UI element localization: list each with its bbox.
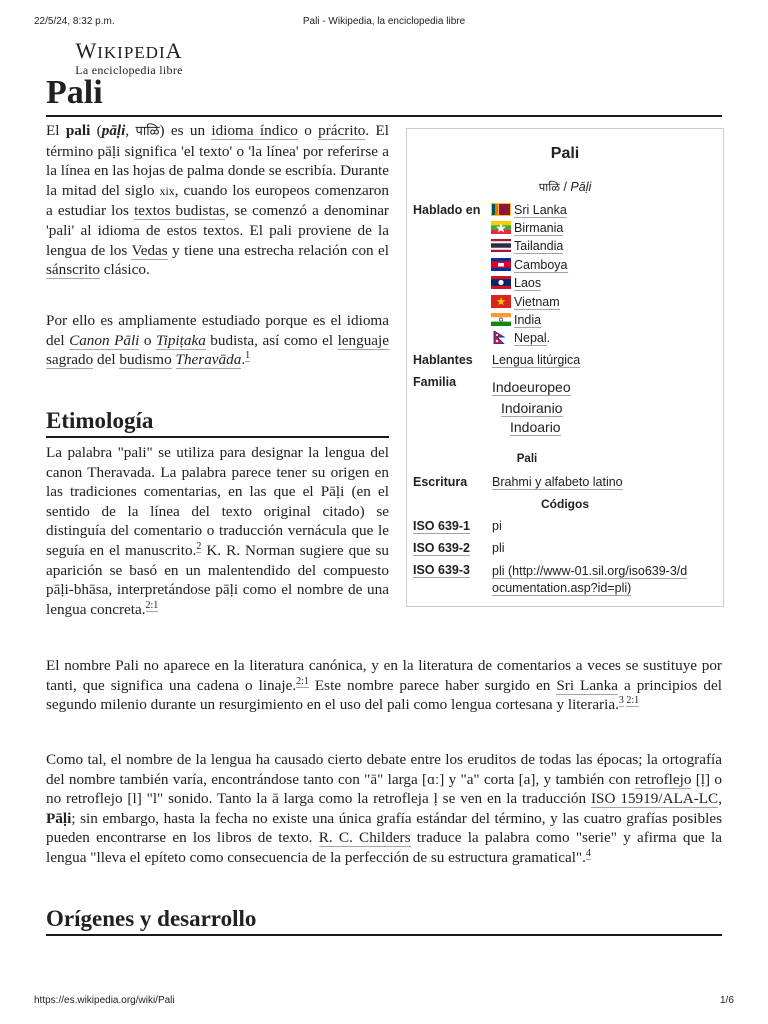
label-hablado-en: Hablado en [413,203,481,217]
country-birmania[interactable]: Birmania [491,221,563,235]
codes-heading: Códigos [541,497,589,511]
link-lenguaje-sagrado[interactable]: lenguaje sagrado [46,331,390,369]
family-indoiranio[interactable]: Indoiranio [501,400,563,416]
print-page-title: Pali - Wikipedia, la enciclopedia libre [302,16,466,27]
link-idioma-indico[interactable]: idioma índico [211,122,298,139]
country-sri-lanka[interactable]: Sri Lanka [491,203,567,217]
wikipedia-logo[interactable] [64,38,194,78]
title-divider [46,115,722,117]
print-url: https://es.wikipedia.org/wiki/Pali [34,995,175,1006]
link-canon-pali[interactable]: Canon Pāli [69,331,140,349]
etimologia-paragraph-3: Como tal, el nombre de la lengua ha causado cierto debate entre los eruditos de todas las épocas; la ortografía del nombre también varía, encontrándose tanto con "ā" larga [ɑː] y "a" corta [a], y también con retroflejo [ḷ] o no retroflejo [l] "l" sonido. Tanto la ā larga como la retrofleja ḷ se ven en la traducción ISO 15919/ALA-LC, Pāḷi; sin embargo, hasta la fecha no existe una única grafía estándar del término, y las cuatro grafías posibles pueden encontrarse en los libros de texto. R. C. Childers traduce la palabra como "serie" y afirma que la lengua "lleva el epíteto como consecuencia de la perfección de su estructura gramatical".$^4$ [46,751,722,866]
link-rc-childers[interactable]: R. C. Childers [318,829,411,847]
ref-1[interactable]: 1 [245,350,251,362]
logo-wordmark: WIKIPEDIA [75,38,183,63]
flag-nepal-icon [491,331,511,344]
link-pracrito[interactable]: prácrito [318,122,366,139]
family-indoeuropeo[interactable]: Indoeuropeo [492,379,571,395]
ref-2-1[interactable]: 2:1 [145,599,159,611]
label-escritura: Escritura [413,475,468,489]
print-datetime: 22/5/24, 8:32 p.m. [34,16,115,27]
label-hablantes: Hablantes [413,353,473,367]
etimologia-paragraph-1: La palabra "pali" se utiliza para designar la lengua del canon Theravada. La palabra parece tener su origen en las tradiciones comentarias, en las que el Pāḷi (en el sentido de la línea del texto original citado) se distinguía del comentario o traducción vernácula que le seguía en el manuscrito.$^2$ K. R. Norman sugiere que su aparición se basó en un malentendido del compuesto pāḷi-bhāsa, interpretándose pāḷi como el nombre de una lengua concreta.$^{2:1}$ [46,444,390,618]
country-vietnam[interactable]: Vietnam [491,295,560,309]
ref-2-1c[interactable]: 2:1 [626,695,640,707]
intro-paragraph-1: El pali (pāḷi, पाळि) es un idioma índico o prácrito. El término pāḷi significa 'el texto' o 'la línea' por referirse a la línea en las hojas de palma donde se escribía. Durante la mitad del siglo xix, cuando los europeos comenzaron a estudiar los textos budistas, se comenzó a denominar 'pali' al idioma de estos textos. El pali proviene de la lengua de los Vedas y tiene una estrecha relación con el sánscrito clásico. [46,122,390,279]
ref-2-1b[interactable]: 2:1 [296,675,309,687]
print-page-number: 1/6 [720,995,734,1006]
country-nepal[interactable]: Nepal. [491,331,550,345]
link-retroflejo[interactable]: retroflejo [634,770,692,788]
link-vedas[interactable]: Vedas [131,241,168,259]
label-iso-639-2[interactable]: ISO 639-2 [413,541,470,555]
section-heading-origenes: Orígenes y desarrollo [46,906,257,931]
ref-3[interactable]: 3 [618,695,624,707]
label-iso-639-3[interactable]: ISO 639-3 [413,563,470,577]
infobox-title: Pali [550,145,580,162]
flag-sri-lanka-icon [491,203,511,216]
link-budismo[interactable]: budismo [119,351,172,369]
link-sanscrito[interactable]: sánscrito [46,261,100,279]
value-iso-639-2: pli [492,541,505,555]
family-leaf-pali: Pali [516,453,538,465]
origenes-divider [46,934,722,936]
family-indoario[interactable]: Indoario [510,419,561,435]
country-laos[interactable]: Laos [491,276,541,290]
link-iso-15919[interactable]: ISO 15919/ALA-LC [590,790,719,808]
country-tailandia[interactable]: Tailandia [491,239,563,253]
link-sri-lanka[interactable]: Sri Lanka [556,676,618,694]
country-camboya[interactable]: Camboya [491,258,568,272]
value-iso-639-1: pi [492,519,502,533]
infobox-native-name: पाळि / Pāḷi [538,180,592,194]
link-tipitaka[interactable]: Tipiṭaka [156,331,206,349]
intro-paragraph-2: Por ello es ampliamente estudiado porque es el idioma del Canon Pāli o Tipiṭaka budista, así como el lenguaje sagrado del budismo Theravāda.$^1$ [46,312,390,369]
logo-tagline: La enciclopedia libre [75,63,183,77]
link-theravada[interactable]: Theravāda [175,351,242,369]
etimologia-paragraph-2: El nombre Pali no aparece en la literatura canónica, y en la literatura de comentarios a veces se sustituye por tanti, que significa una cadena o linaje.$^{2:1}$ Este nombre parece haber surgido en Sri Lanka a principios del segundo milenio durante un resurgimiento en el uso del pali como lengua cortesana y literaria.$^{3 2:1}$ [46,657,722,714]
flag-myanmar-icon [491,221,511,234]
flag-india-icon [491,313,511,326]
flag-thailand-icon [491,239,511,252]
flag-laos-icon [491,276,511,289]
label-familia: Familia [413,375,457,389]
language-infobox [406,128,724,607]
page-title: Pali [46,74,103,111]
etimologia-divider [46,436,389,438]
section-heading-etimologia: Etimología [46,408,154,433]
value-iso-639-3[interactable]: pli (http://www-01.sil.org/iso639-3/d ocumentation.asp?id=pli) [492,564,688,595]
ref-2[interactable]: 2 [196,540,202,552]
value-hablantes[interactable]: Lengua litúrgica [492,353,581,367]
country-india[interactable]: India [491,313,541,327]
value-escritura[interactable]: Brahmi y alfabeto latino [492,475,623,489]
label-iso-639-1[interactable]: ISO 639-1 [413,519,470,533]
flag-cambodia-icon [491,258,511,271]
flag-vietnam-icon [491,295,511,308]
link-textos-budistas[interactable]: textos budistas [134,202,226,220]
ref-4[interactable]: 4 [585,847,591,859]
